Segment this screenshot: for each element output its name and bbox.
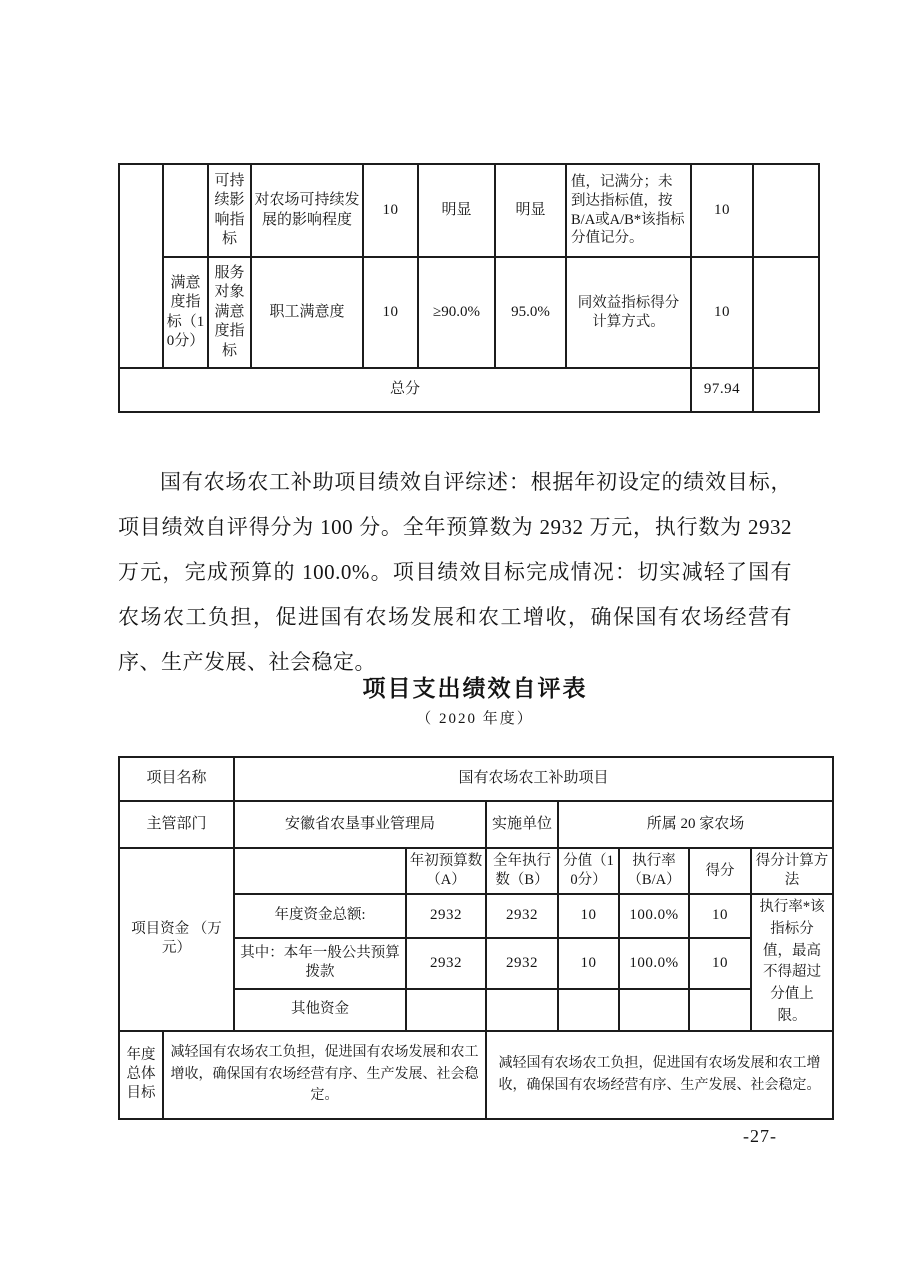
score-cell-subcategory-empty bbox=[163, 164, 208, 257]
fund-points: 10 bbox=[558, 938, 619, 989]
score-cell-actual: 明显 bbox=[495, 164, 566, 257]
fund-executed-empty bbox=[486, 989, 558, 1031]
annual-goal-right: 减轻国有农场农工负担，促进国有农场发展和农工增收，确保国有农场经营有序、生产发展、社会稳定。 bbox=[486, 1031, 833, 1119]
score-cell-category-continued bbox=[119, 164, 163, 368]
annual-goal-label: 年度总体目标 bbox=[119, 1031, 163, 1119]
score-cell-score: 10 bbox=[691, 164, 753, 257]
eval-table-title: 项目支出绩效自评表 bbox=[362, 675, 588, 701]
department-label: 主管部门 bbox=[119, 801, 234, 848]
eval-table-subtitle: （ 2020 年度） bbox=[416, 711, 534, 727]
fund-points: 10 bbox=[558, 894, 619, 938]
fund-score-empty bbox=[689, 989, 751, 1031]
col-header-score: 得分 bbox=[689, 848, 751, 894]
col-header-executed: 全年执行数（B） bbox=[486, 848, 558, 894]
project-expenditure-eval-table bbox=[118, 756, 834, 1120]
col-header-budget: 年初预算数（A） bbox=[406, 848, 486, 894]
fund-row-label: 其他资金 bbox=[234, 989, 406, 1031]
self-evaluation-summary: 国有农场农工补助项目绩效自评综述：根据年初设定的绩效目标，项目绩效自评得分为 100 分。全年预算数为 2932 万元，执行数为 2932 万元，完成预算的 100.0%。项目绩效目标完成情况：切实减轻了国有农场农工负担，促进国有农场发展和农工增收，确保国有农场经营有序、生产发展、社会稳定。 bbox=[118, 470, 792, 674]
score-cell-target: ≥90.0% bbox=[418, 257, 495, 368]
implementer-label: 实施单位 bbox=[486, 801, 558, 848]
total-score-value: 97.94 bbox=[691, 368, 753, 412]
score-cell-remark-empty bbox=[753, 257, 819, 368]
annual-goal-left: 减轻国有农场农工负担，促进国有农场发展和农工增收，确保国有农场经营有序、生产发展、社会稳定。 bbox=[163, 1031, 486, 1119]
score-cell-actual: 95.0% bbox=[495, 257, 566, 368]
total-score-remark-empty bbox=[753, 368, 819, 412]
score-cell-category: 满意度指标（10分） bbox=[163, 257, 208, 368]
page-number: -27- bbox=[743, 1126, 777, 1146]
score-cell-remark-empty bbox=[753, 164, 819, 257]
fund-budget-empty bbox=[406, 989, 486, 1031]
score-cell-group: 可持续影响指标 bbox=[208, 164, 251, 257]
fund-executed: 2932 bbox=[486, 938, 558, 989]
department-value: 安徽省农垦事业管理局 bbox=[234, 801, 486, 848]
implementer-value: 所属 20 家农场 bbox=[558, 801, 833, 848]
score-cell-scoring-note: 值，记满分；未到达指标值，按B/A或A/B*该指标分值记分。 bbox=[566, 164, 691, 257]
score-method-note: 执行率*该指标分值，最高不得超过分值上限。 bbox=[751, 894, 833, 1031]
performance-score-table bbox=[118, 163, 820, 413]
col-header-method: 得分计算方法 bbox=[751, 848, 833, 894]
score-cell-scoring-note: 同效益指标得分 计算方式。 bbox=[566, 257, 691, 368]
fund-score: 10 bbox=[689, 894, 751, 938]
score-cell-group: 服务对象满意度指标 bbox=[208, 257, 251, 368]
col-header-points: 分值（10分） bbox=[558, 848, 619, 894]
score-cell-score: 10 bbox=[691, 257, 753, 368]
total-score-label: 总分 bbox=[119, 368, 691, 412]
fund-row-label: 其中：本年一般公共预算拨款 bbox=[234, 938, 406, 989]
score-cell-points: 10 bbox=[363, 257, 418, 368]
funds-label: 项目资金 （万元） bbox=[119, 848, 234, 1031]
col-header-rate: 执行率（B/A） bbox=[619, 848, 689, 894]
project-name-label: 项目名称 bbox=[119, 757, 234, 801]
fund-budget: 2932 bbox=[406, 894, 486, 938]
fund-points-empty bbox=[558, 989, 619, 1031]
fund-row-header-empty bbox=[234, 848, 406, 894]
fund-rate: 100.0% bbox=[619, 938, 689, 989]
score-cell-points: 10 bbox=[363, 164, 418, 257]
score-cell-target: 明显 bbox=[418, 164, 495, 257]
fund-score: 10 bbox=[689, 938, 751, 989]
score-cell-indicator: 对农场可持续发展的影响程度 bbox=[251, 164, 363, 257]
fund-executed: 2932 bbox=[486, 894, 558, 938]
fund-row-label: 年度资金总额: bbox=[234, 894, 406, 938]
project-name-value: 国有农场农工补助项目 bbox=[234, 757, 833, 801]
score-cell-indicator: 职工满意度 bbox=[251, 257, 363, 368]
fund-rate: 100.0% bbox=[619, 894, 689, 938]
fund-budget: 2932 bbox=[406, 938, 486, 989]
fund-rate-empty bbox=[619, 989, 689, 1031]
